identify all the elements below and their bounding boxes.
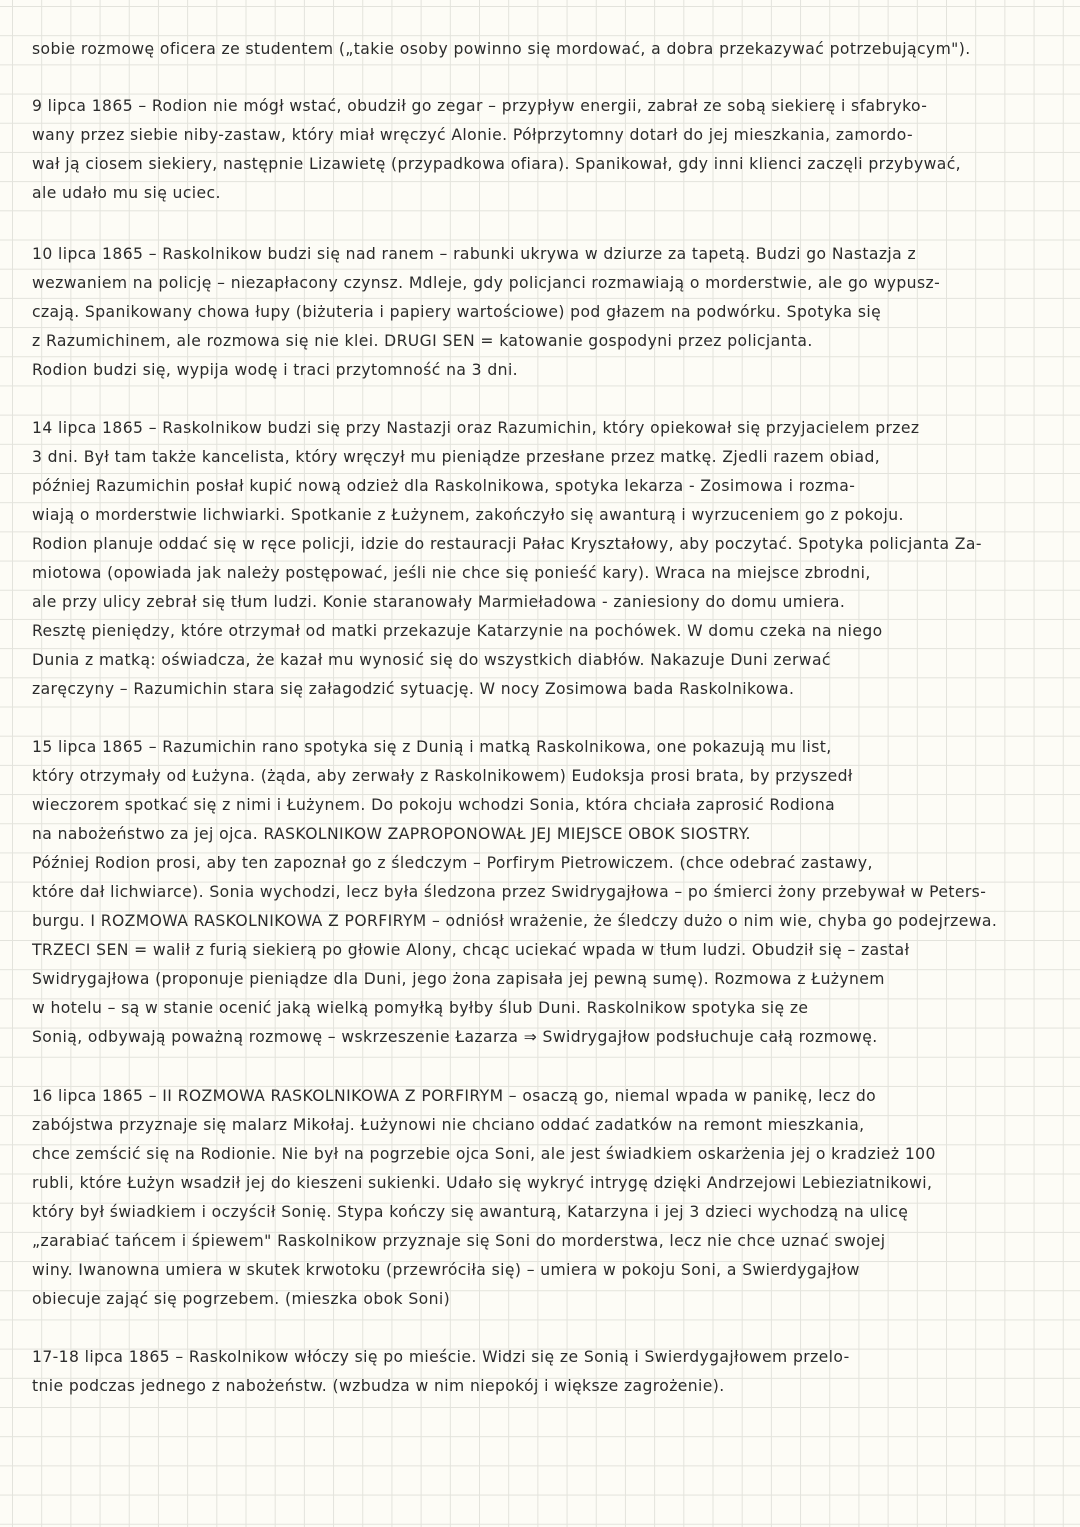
text-line: tnie podczas jednego z nabożeństw. (wzbudza w nim niepokój i większe zagrożenie).	[32, 1377, 725, 1395]
text-line: wezwaniem na policję – niezapłacony czynsz. Mdleje, gdy policjanci rozmawiają o morderstwie, ale go wypusz-	[32, 274, 941, 292]
text-line: 14 lipca 1865 – Raskolnikow budzi się przy Nastazji oraz Razumichin, który opiekował się przyjacielem przez	[32, 419, 920, 437]
text-line: w hotelu – są w stanie ocenić jaką wielką pomyłką byłby ślub Duni. Raskolnikow spotyka się ze	[32, 999, 809, 1017]
text-line: wiają o morderstwie lichwiarki. Spotkanie z Łużynem, zakończyło się awanturą i wyrzuceniem go z pokoju.	[32, 506, 904, 524]
text-line: który otrzymały od Łużyna. (żąda, aby zerwały z Raskolnikowem) Eudoksja prosi brata, by przyszedł	[32, 767, 853, 785]
text-line: wany przez siebie niby-zastaw, który miał wręczyć Alonie. Półprzytomny dotarł do jej mieszkania, zamordo-	[32, 126, 913, 144]
text-line: chce zemścić się na Rodionie. Nie był na pogrzebie ojca Soni, ale jest świadkiem oskarżenia jej o kradzież 100	[32, 1145, 936, 1163]
text-line: 15 lipca 1865 – Razumichin rano spotyka się z Dunią i matką Raskolnikowa, one pokazują mu list,	[32, 738, 832, 756]
text-line: 10 lipca 1865 – Raskolnikow budzi się nad ranem – rabunki ukrywa w dziurze za tapetą. Budzi go Nastazja z	[32, 245, 917, 263]
text-line: Swidrygajłowa (proponuje pieniądze dla Duni, jego żona zapisała jej pewną sumę). Rozmowa z Łużynem	[32, 970, 885, 988]
text-line: zabójstwa przyznaje się malarz Mikołaj. Łużynowi nie chciano oddać zadatków na remont mieszkania,	[32, 1116, 865, 1134]
text-line: rubli, które Łużyn wsadził jej do kieszeni sukienki. Udało się wykryć intrygę dzięki Andrzejowi Lebieziatnikowi,	[32, 1174, 933, 1192]
text-line: Sonią, odbywają poważną rozmowę – wskrzeszenie Łazarza ⇒ Swidrygajłow podsłuchuje całą rozmowę.	[32, 1028, 878, 1046]
text-line: sobie rozmowę oficera ze studentem („takie osoby powinno się mordować, a dobra przekazywać potrzebującym").	[32, 40, 971, 58]
text-line: TRZECI SEN = walił z furią siekierą po głowie Alony, chcąc uciekać wpada w tłum ludzi. Obudził się – zastał	[32, 941, 910, 959]
text-line: zaręczyny – Razumichin stara się załagodzić sytuację. W nocy Zosimowa bada Raskolnikowa.	[32, 680, 795, 698]
text-line: później Razumichin posłał kupić nową odzież dla Raskolnikowa, spotyka lekarza - Zosimowa i rozma-	[32, 477, 856, 495]
text-line: na nabożeństwo za jej ojca. RASKOLNIKOW ZAPROPONOWAŁ JEJ MIEJSCE OBOK SIOSTRY.	[32, 825, 751, 843]
text-line: winy. Iwanowna umiera w skutek krwotoku (przewróciła się) – umiera w pokoju Soni, a Swierdygajłow	[32, 1261, 860, 1279]
text-line: ale przy ulicy zebrał się tłum ludzi. Konie staranowały Marmieładowa - zaniesiony do domu umiera.	[32, 593, 846, 611]
text-line: ale udało mu się uciec.	[32, 184, 221, 202]
text-line: 16 lipca 1865 – II ROZMOWA RASKOLNIKOWA Z PORFIRYM – osaczą go, niemal wpada w panikę, lecz do	[32, 1087, 877, 1105]
text-line: czają. Spanikowany chowa łupy (biżuteria i papiery wartościowe) pod głazem na podwórku. Spotyka się	[32, 303, 882, 321]
text-line: obiecuje zająć się pogrzebem. (mieszka obok Soni)	[32, 1290, 451, 1308]
text-line: 3 dni. Był tam także kancelista, który wręczył mu pieniądze przesłane przez matkę. Zjedli razem obiad,	[32, 448, 881, 466]
text-line: 17-18 lipca 1865 – Raskolnikow włóczy się po mieście. Widzi się ze Sonią i Swierdygajłowem przelo-	[32, 1348, 850, 1366]
text-line: Dunia z matką: oświadcza, że kazał mu wynosić się do wszystkich diabłów. Nakazuje Duni zerwać	[32, 651, 831, 669]
text-line: Rodion budzi się, wypija wodę i traci przytomność na 3 dni.	[32, 361, 519, 379]
text-line: „zarabiać tańcem i śpiewem" Raskolnikow przyznaje się Soni do morderstwa, lecz nie chce uznać swojej	[32, 1232, 886, 1250]
text-line: który był świadkiem i oczyścił Sonię. Stypa kończy się awanturą, Katarzyna i jej 3 dzieci wychodzą na ulicę	[32, 1203, 909, 1221]
text-line: Później Rodion prosi, aby ten zapoznał go z śledczym – Porfirym Pietrowiczem. (chce odebrać zastawy,	[32, 854, 873, 872]
text-line: wał ją ciosem siekiery, następnie Lizawietę (przypadkowa ofiara). Spanikował, gdy inni klienci zaczęli przybywać,	[32, 155, 962, 173]
text-line: z Razumichinem, ale rozmowa się nie klei. DRUGI SEN = katowanie gospodyni przez policjanta.	[32, 332, 813, 350]
text-line: które dał lichwiarce). Sonia wychodzi, lecz była śledzona przez Swidrygajłowa – po śmierci żony przebywał w Peters-	[32, 883, 987, 901]
text-line: wieczorem spotkać się z nimi i Łużynem. Do pokoju wchodzi Sonia, która chciała zaprosić Rodiona	[32, 796, 836, 814]
text-line: Rodion planuje oddać się w ręce policji, idzie do restauracji Pałac Kryształowy, aby poczytać. Spotyka policjanta Za-	[32, 535, 982, 553]
text-line: burgu. I ROZMOWA RASKOLNIKOWA Z PORFIRYM – odniósł wrażenie, że śledczy dużo o nim wie, chyba go podejrzewa.	[32, 912, 998, 930]
text-line: miotowa (opowiada jak należy postępować, jeśli nie chce się ponieść kary). Wraca na miejsce zbrodni,	[32, 564, 871, 582]
text-line: 9 lipca 1865 – Rodion nie mógł wstać, obudził go zegar – przypływ energii, zabrał ze sobą siekierę i sfabryko-	[32, 97, 928, 115]
text-line: Resztę pieniędzy, które otrzymał od matki przekazuje Katarzynie na pochówek. W domu czeka na niego	[32, 622, 883, 640]
